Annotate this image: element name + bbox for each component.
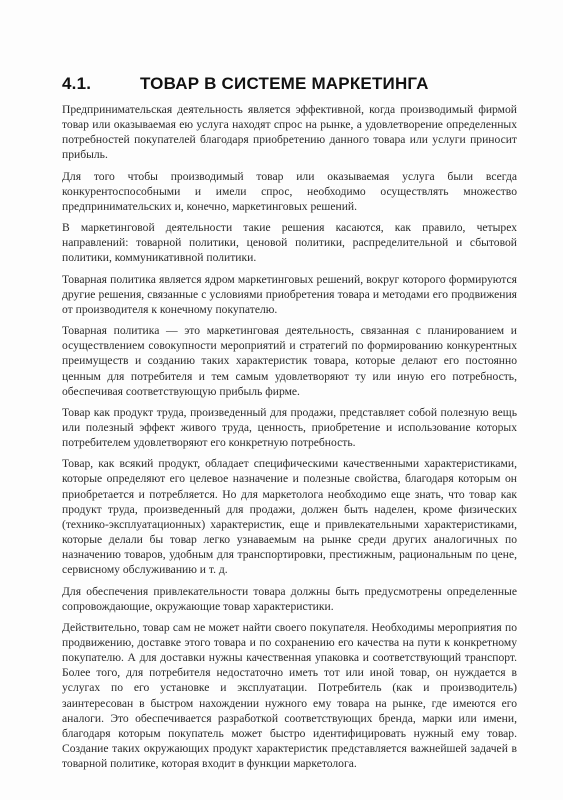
- paragraph: Товар как продукт труда, произведенный для продажи, представляет собой полезную вещь или полезный эффект живого труда, ценность, приобретение и использование которых потребителем удовлетворяют его конкретную потребность.: [62, 405, 517, 450]
- section-heading: [62, 74, 522, 94]
- paragraph: Товарная политика — это маркетинговая деятельность, связанная с планированием и осуществлением совокупности мероприятий и стратегий по формированию конкурентных преимуществ и созданию таких характеристик товара, которые делают его постоянно ценным для потребителя и тем самым удовлетворяют ту или иную его потребность, обеспечивая соответствующую прибыль фирме.: [62, 324, 517, 398]
- body-text: [62, 102, 517, 777]
- paragraph: Предпринимательская деятельность является эффективной, когда производимый фирмой товар или оказываемая ею услуга находят спрос на рынке, а удовлетворение определенных потребностей покупателей благодаря приобретению данного товара или услуги приносит прибыль.: [62, 103, 517, 162]
- section-title: ТОВАР В СИСТЕМЕ МАРКЕТИНГА: [140, 74, 429, 93]
- paragraph: В маркетинговой деятельности такие решения касаются, как правило, четырех направлений: товарной политики, ценовой политики, распределительной и сбытовой политики, коммуникативной политики.: [62, 221, 517, 265]
- paragraph: Товар, как всякий продукт, обладает специфическими качественными характеристиками, которые определяют его целевое назначение и полезные свойства, благодаря которым он приобретается и потребляется. Но для маркетолога необходимо еще знать, что товар как продукт труда, произведенный для продажи, должен быть наделен, кроме физических (технико-эксплуатационных) характеристик, еще и привлекательными характеристиками, которые делали бы товар легко узнаваемым на рынке среди других аналогичных по назначению товаров, удобным для транспортировки, престижным, рациональным по цене, сервисному обслуживанию и т. д.: [62, 457, 517, 577]
- paragraph: Для того чтобы производимый товар или оказываемая услуга были всегда конкурентоспособными и имели спрос, необходимо осуществлять множество предпринимательских и, конечно, маркетинговых решений.: [62, 169, 517, 213]
- section-number: 4.1.: [62, 74, 92, 93]
- paragraph: Товарная политика является ядром маркетинговых решений, вокруг которого формируются другие решения, связанные с условиями приобретения товара и методами его продвижения от производителя к конечному покупателю.: [62, 272, 517, 316]
- paragraph: Для обеспечения привлекательности товара должны быть предусмотрены определенные сопровождающие, окружающие товар характеристики.: [62, 584, 517, 613]
- paragraph: Действительно, товар сам не может найти своего покупателя. Необходимы мероприятия по продвижению, доставке этого товара и по сохранению его качества на пути к конкретному покупателю. А для доставки нужны качественная упаковка и соответствующий транспорт. Более того, для потребителя недостаточно иметь тот или иной товар, он нуждается в услугах по его установке и эксплуатации. Потребитель (как и производитель) заинтересован в быстром нахождении нужного ему товара на рынке, где имеются его аналоги. Это обеспечивается разработкой соответствующих бренда, марки или имени, благодаря которым покупатель может быстро идентифицировать нужный ему товар. Создание таких окружающих продукт характеристик представляется важнейшей задачей в товарной политике, которая входит в функции маркетолога.: [62, 620, 517, 771]
